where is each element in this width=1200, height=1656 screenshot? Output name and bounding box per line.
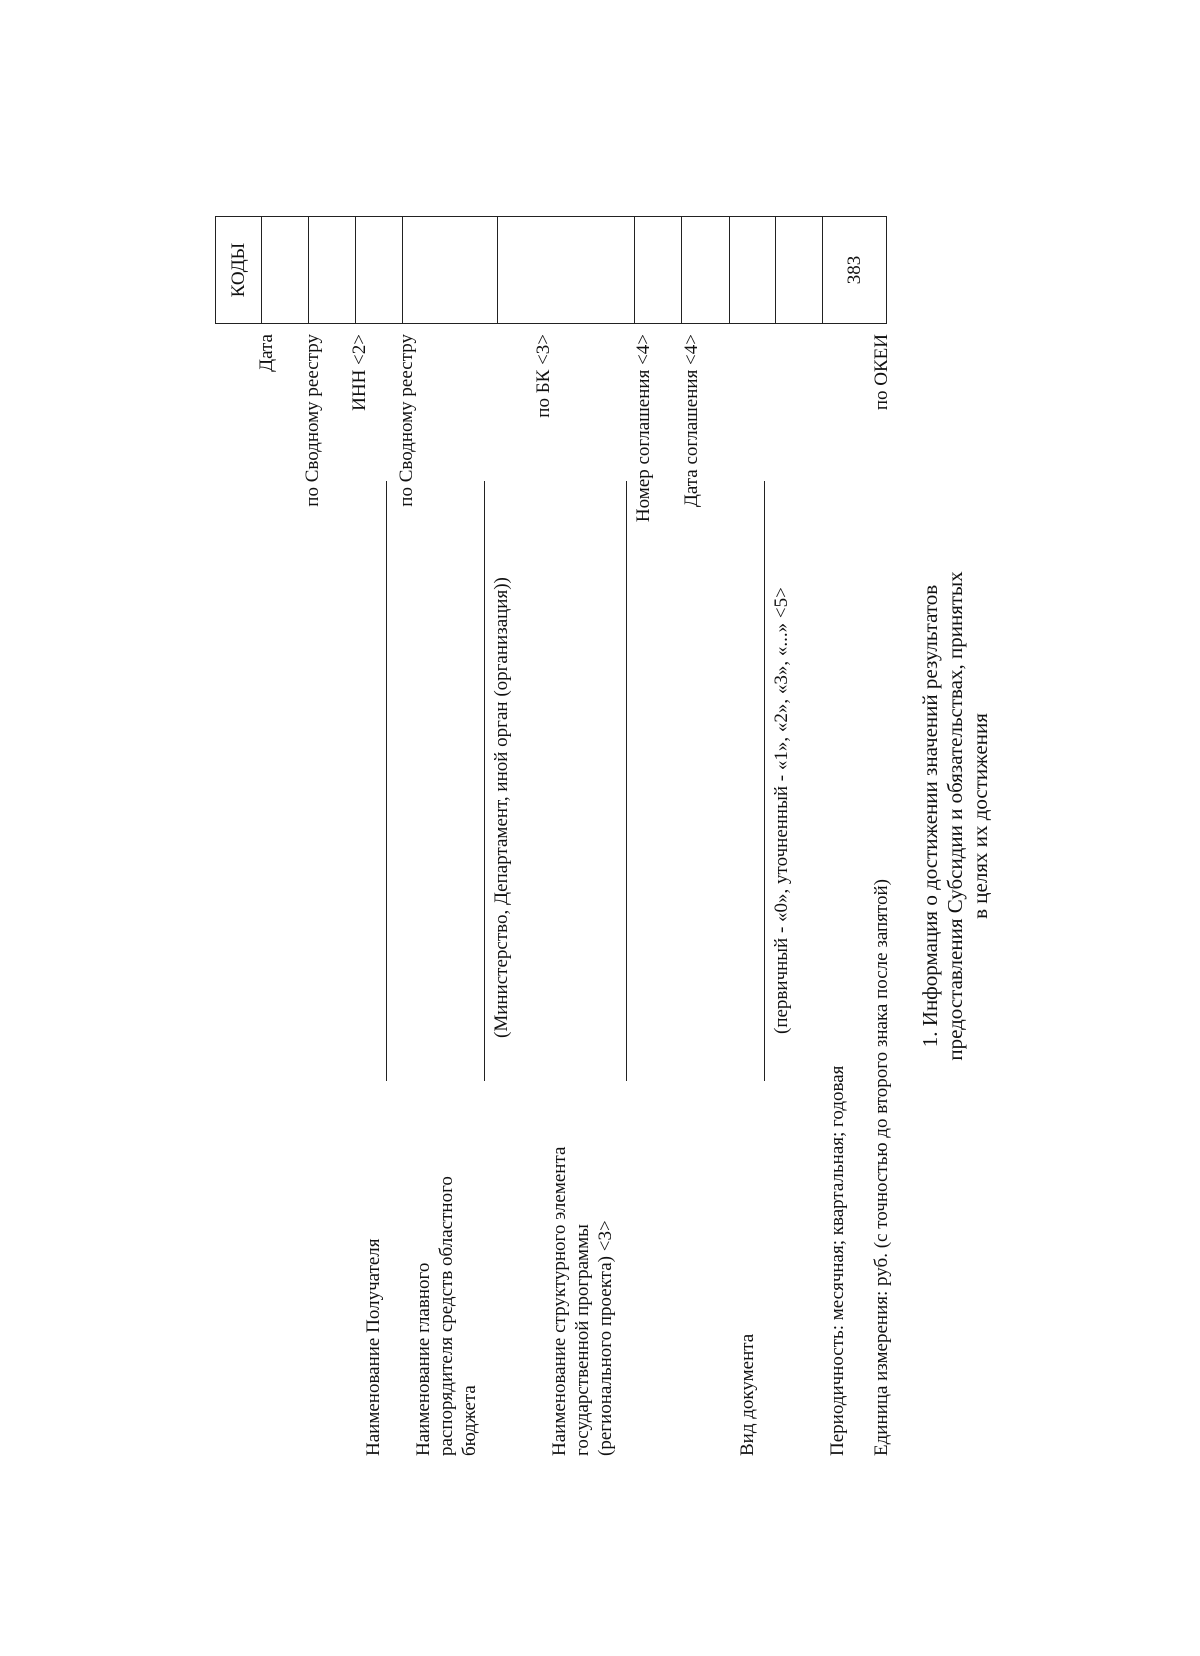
svod-registry-label-1: по Сводному реестру: [302, 334, 323, 507]
section-title: [918, 536, 993, 1096]
chief-manager-line1: Наименование главного: [413, 1262, 434, 1456]
doc-type-line[interactable]: [764, 481, 765, 1081]
section-title-line2: предоставления Субсидии и обязательствах, принятых: [943, 571, 967, 1061]
agreement-number-label: Номер соглашения <4>: [633, 334, 654, 523]
code-cell-bk[interactable]: [498, 217, 635, 323]
ministry-hint: (Министерство, Департамент, иной орган (организация)): [491, 577, 512, 1038]
okei-code-value: 383: [843, 255, 865, 285]
code-cell-agreement-number[interactable]: [635, 217, 682, 323]
svod-registry-label-2: по Сводному реестру: [396, 334, 417, 507]
periodicity-label: Периодичность: месячная; квартальная; годовая: [827, 1065, 848, 1456]
codes-header: КОДЫ: [227, 242, 249, 298]
bk-label: по БК <3>: [533, 334, 554, 418]
recipient-line[interactable]: [386, 481, 387, 1081]
agreement-date-label: Дата соглашения <4>: [681, 334, 702, 508]
structural-line[interactable]: [626, 481, 627, 1081]
codes-header-cell: [216, 217, 262, 323]
structural-line3: (регионального проекта) <3>: [595, 1220, 616, 1456]
code-cell-doc-type[interactable]: [730, 217, 776, 323]
chief-manager-line[interactable]: [484, 481, 485, 1081]
inn-label: ИНН <2>: [349, 334, 370, 411]
code-cell-inn[interactable]: [356, 217, 403, 323]
codes-table: [215, 216, 887, 324]
structural-line1: Наименование структурного элемента: [549, 1146, 570, 1456]
code-cell-svod-2[interactable]: [403, 217, 498, 323]
code-cell-agreement-date[interactable]: [682, 217, 730, 323]
doc-type-hint: (первичный - «0», уточненный - «1», «2», «3», «...» <5>: [771, 587, 792, 1034]
code-cell-periodicity[interactable]: [776, 217, 823, 323]
doc-type-label: Вид документа: [737, 1333, 758, 1456]
section-title-line3: в целях их достижения: [968, 713, 992, 919]
unit-label: Единица измерения: руб. (с точностью до второго знака после запятой): [871, 879, 892, 1456]
chief-manager-label: [412, 1096, 481, 1456]
structural-label: [548, 1147, 617, 1456]
chief-manager-line2: распорядителя средств областного: [436, 1176, 457, 1456]
okei-label: по ОКЕИ: [871, 334, 892, 411]
section-title-line1: 1. Информация о достижении значений результатов: [918, 584, 942, 1048]
code-cell-date[interactable]: [262, 217, 309, 323]
chief-manager-line3: бюджета: [459, 1385, 480, 1456]
date-label: Дата: [256, 334, 277, 372]
structural-line2: государственной программы: [572, 1224, 593, 1456]
code-cell-okei[interactable]: [823, 217, 886, 323]
recipient-label: Наименование Получателя: [363, 1238, 384, 1456]
code-cell-svod-1[interactable]: [309, 217, 356, 323]
